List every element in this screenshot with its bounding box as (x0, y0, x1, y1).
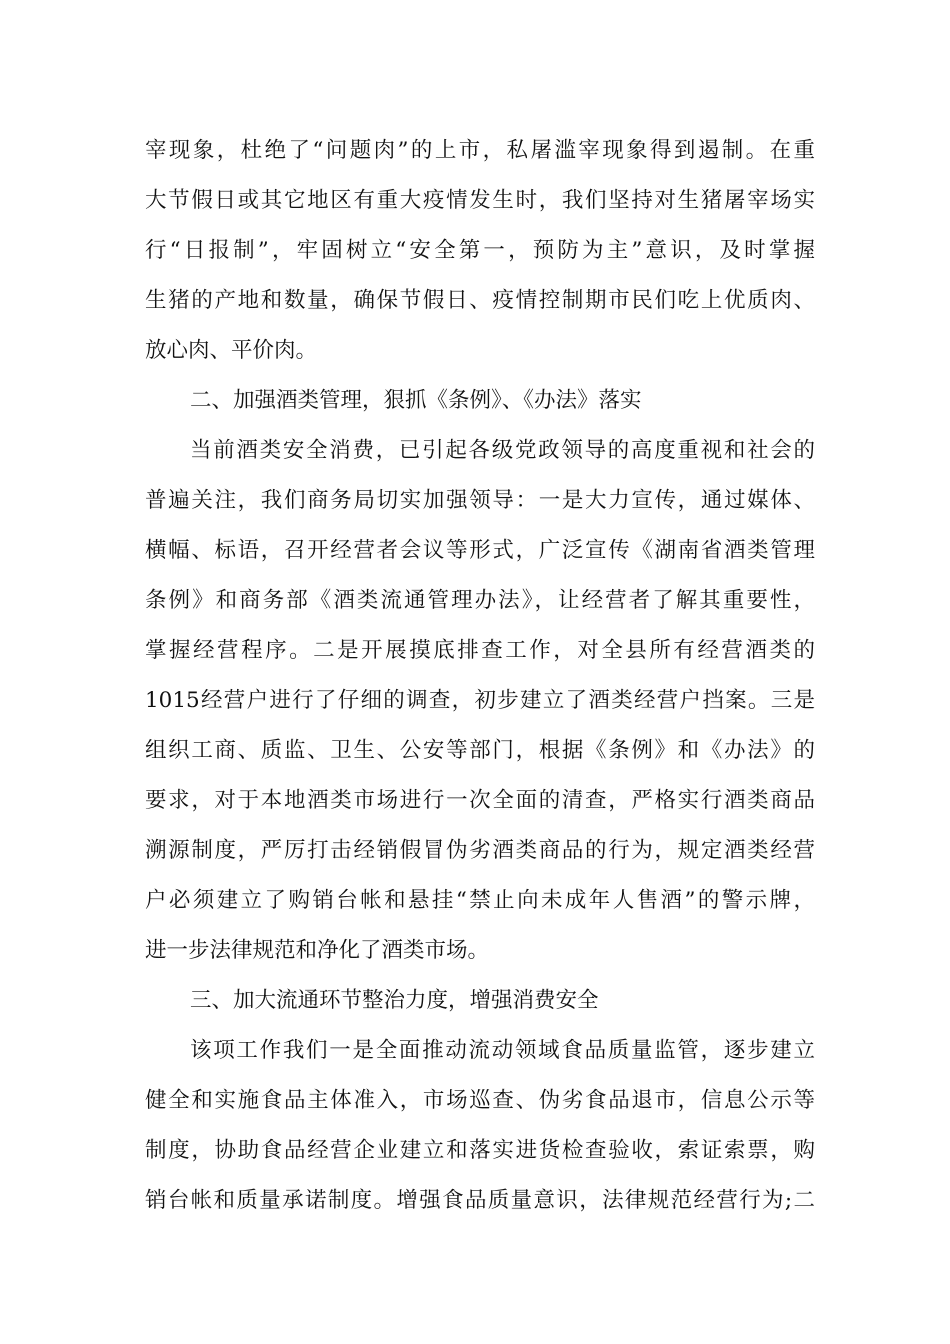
body-line-2: 大节假日或其它地区有重大疫情发生时，我们坚持对生猪屠宰场实 (145, 188, 815, 213)
body-line-17: 进一步法律规范和净化了酒类市场。 (145, 938, 490, 963)
body-line-20: 健全和实施食品主体准入，市场巡查、伪劣食品退市，信息公示等 (145, 1088, 815, 1113)
body-line-3: 行“日报制”，牢固树立“安全第一，预防为主”意识，及时掌握 (145, 238, 815, 263)
body-line-19: 该项工作我们一是全面推动流动领域食品质量监管，逐步建立 (190, 1038, 815, 1063)
body-line-10: 条例》和商务部《酒类流通管理办法》，让经营者了解其重要性， (145, 588, 815, 613)
section-heading-3: 三、加大流通环节整治力度，增强消费安全 (190, 988, 599, 1013)
body-line-21: 制度，协助食品经营企业建立和落实进货检查验收，索证索票，购 (145, 1138, 815, 1163)
body-line-16: 户必须建立了购销台帐和悬挂“禁止向未成年人售酒”的警示牌， (145, 888, 815, 913)
body-line-22: 销台帐和质量承诺制度。增强食品质量意识，法律规范经营行为;二 (145, 1188, 815, 1213)
body-line-4: 生猪的产地和数量，确保节假日、疫情控制期市民们吃上优质肉、 (145, 288, 815, 313)
body-line-14: 要求，对于本地酒类市场进行一次全面的清查，严格实行酒类商品 (145, 788, 815, 813)
body-line-5: 放心肉、平价肉。 (145, 338, 318, 363)
body-line-1: 宰现象，杜绝了“问题肉”的上市，私屠滥宰现象得到遏制。在重 (145, 138, 815, 163)
body-line-15: 溯源制度，严厉打击经销假冒伪劣酒类商品的行为，规定酒类经营 (145, 838, 815, 863)
section-heading-2: 二、加强酒类管理，狠抓《条例》、《办法》落实 (190, 388, 642, 413)
body-line-13: 组织工商、质监、卫生、公安等部门，根据《条例》和《办法》的 (145, 738, 815, 763)
body-line-7: 当前酒类安全消费，已引起各级党政领导的高度重视和社会的 (190, 438, 815, 463)
body-line-9: 横幅、标语，召开经营者会议等形式，广泛宣传《湖南省酒类管理 (145, 538, 815, 563)
body-line-12: 1015经营户进行了仔细的调查，初步建立了酒类经营户挡案。三是 (145, 688, 815, 713)
body-line-11: 掌握经营程序。二是开展摸底排查工作，对全县所有经营酒类的 (145, 638, 815, 663)
body-line-8: 普遍关注，我们商务局切实加强领导：一是大力宣传，通过媒体、 (145, 488, 815, 513)
